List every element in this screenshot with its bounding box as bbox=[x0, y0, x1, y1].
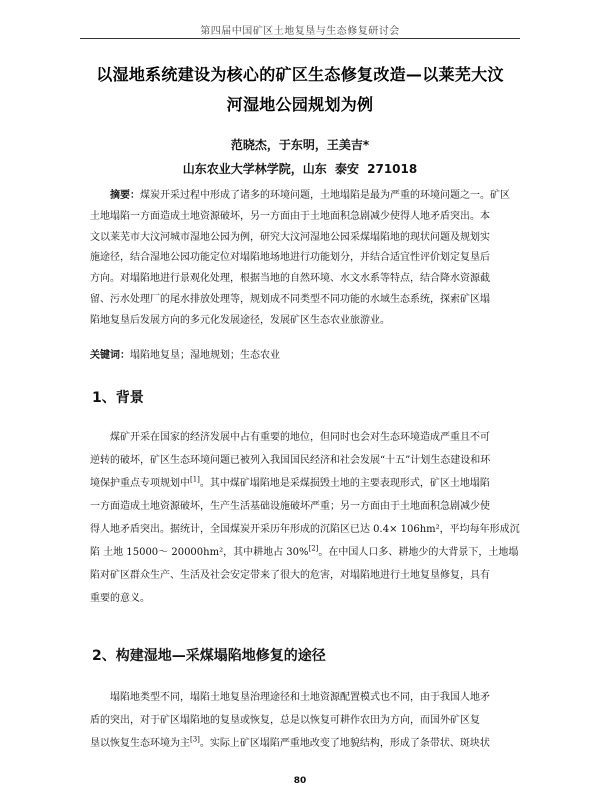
section-1-body bbox=[90, 426, 520, 610]
keywords bbox=[90, 346, 518, 361]
body-line: 盾的突出，对于矿区塌陷地的复垦或恢复，总是以恢复可耕作农田为方向，而国外矿区复 bbox=[90, 715, 480, 726]
authors: 范晓杰，于东明，王美吉* bbox=[230, 138, 370, 152]
body-line: 垦以恢复生态环境为主[3]。实际上矿区塌陷严重地改变了地貌结构，形成了条带状、斑块状 bbox=[90, 735, 490, 749]
keywords-text: 塌陷地复垦；湿地规划；生态农业 bbox=[130, 350, 280, 361]
abstract-line: 摘要：煤炭开采过程中形成了诸多的环境问题，土地塌陷是最为严重的环境问题之一。矿区 bbox=[110, 190, 510, 201]
body-line: 得人地矛盾突出。据统计，全国煤炭开采历年形成的沉陷区已达 0.4× 106hm²，平均每年形成沉 bbox=[90, 524, 520, 535]
abstract-line: 陷地复垦后发展方向的多元化发展途径，发展矿区生态农业旅游业。 bbox=[90, 314, 390, 326]
abstract-line: 方向。对塌陷地进行景观化处理，根据当地的自然环境、水文水系等特点，结合降水资源截 bbox=[90, 273, 490, 285]
abstract-line: 文以莱芜市大汶河城市湿地公园为例，研究大汶河湿地公园采煤塌陷地的现状问题及规划实 bbox=[90, 231, 490, 243]
abstract-line: 施途径，结合湿地公园功能定位对塌陷地场地进行功能划分，并结合适宜性评价划定复垦后 bbox=[90, 252, 490, 264]
keywords-label: 关键词： bbox=[90, 350, 130, 361]
body-line: 煤矿开采在国家的经济发展中占有重要的地位，但同时也会对生态环境造成严重且不可 bbox=[110, 432, 490, 443]
abstract bbox=[90, 186, 518, 332]
running-header: 第四届中国矿区土地复垦与生态修复研讨会 bbox=[200, 26, 400, 37]
affiliation: 山东农业大学林学院，山东 泰安 271018 bbox=[182, 162, 418, 176]
citation-ref: [1] bbox=[190, 475, 200, 484]
body-line: 陷对矿区群众生产、生活及社会安定带来了很大的危害，对塌陷地进行土地复垦修复，具有 bbox=[90, 570, 490, 581]
body-line: 一方面造成土地资源破坏，生产生活基础设施破坏严重；另一方面由于土地面积急剧减少使 bbox=[90, 501, 490, 512]
page-number: 80 bbox=[293, 776, 307, 786]
section-heading-wetland-construction: 2、构建湿地—采煤塌陷地修复的途径 bbox=[92, 648, 326, 664]
body-line: 重要的意义。 bbox=[90, 593, 150, 604]
abstract-line: 留、污水处理厂的尾水排放处理等，规划成不同类型不同功能的水域生态系统，探索矿区塌 bbox=[90, 293, 490, 305]
section-heading-background: 1、背景 bbox=[92, 390, 144, 406]
paper-title-line-1: 以湿地系统建设为核心的矿区生态修复改造—以莱芜大汶 bbox=[96, 65, 504, 84]
body-line: 逆转的破坏，矿区生态环境问题已被列入我国国民经济和社会发展“十五”计划生态建设和环 bbox=[90, 455, 491, 466]
body-line: 境保护重点专项规划中[1]。其中煤矿塌陷地是采煤损毁土地的主要表现形式，矿区土地塌陷 bbox=[90, 475, 490, 489]
citation-ref: [2] bbox=[308, 544, 319, 553]
abstract-label: 摘要： bbox=[110, 190, 140, 201]
citation-ref: [3] bbox=[190, 735, 200, 744]
body-line: 塌陷地类型不同，塌陷土地复垦治理途径和土地资源配置模式也不同，由于我国人地矛 bbox=[110, 692, 490, 703]
body-line: 陷 土地 15000～ 20000hm²，其中耕地占 30%[2]。在中国人口多、耕地少的大背景下，土地塌 bbox=[90, 544, 519, 558]
section-2-body bbox=[90, 686, 520, 755]
header-rule bbox=[80, 38, 520, 39]
paper-title-line-2: 河湿地公园规划为例 bbox=[226, 95, 374, 114]
abstract-line: 土地塌陷一方面造成土地资源破坏，另一方面由于土地面积急剧减少使得人地矛盾突出。本 bbox=[90, 210, 490, 222]
